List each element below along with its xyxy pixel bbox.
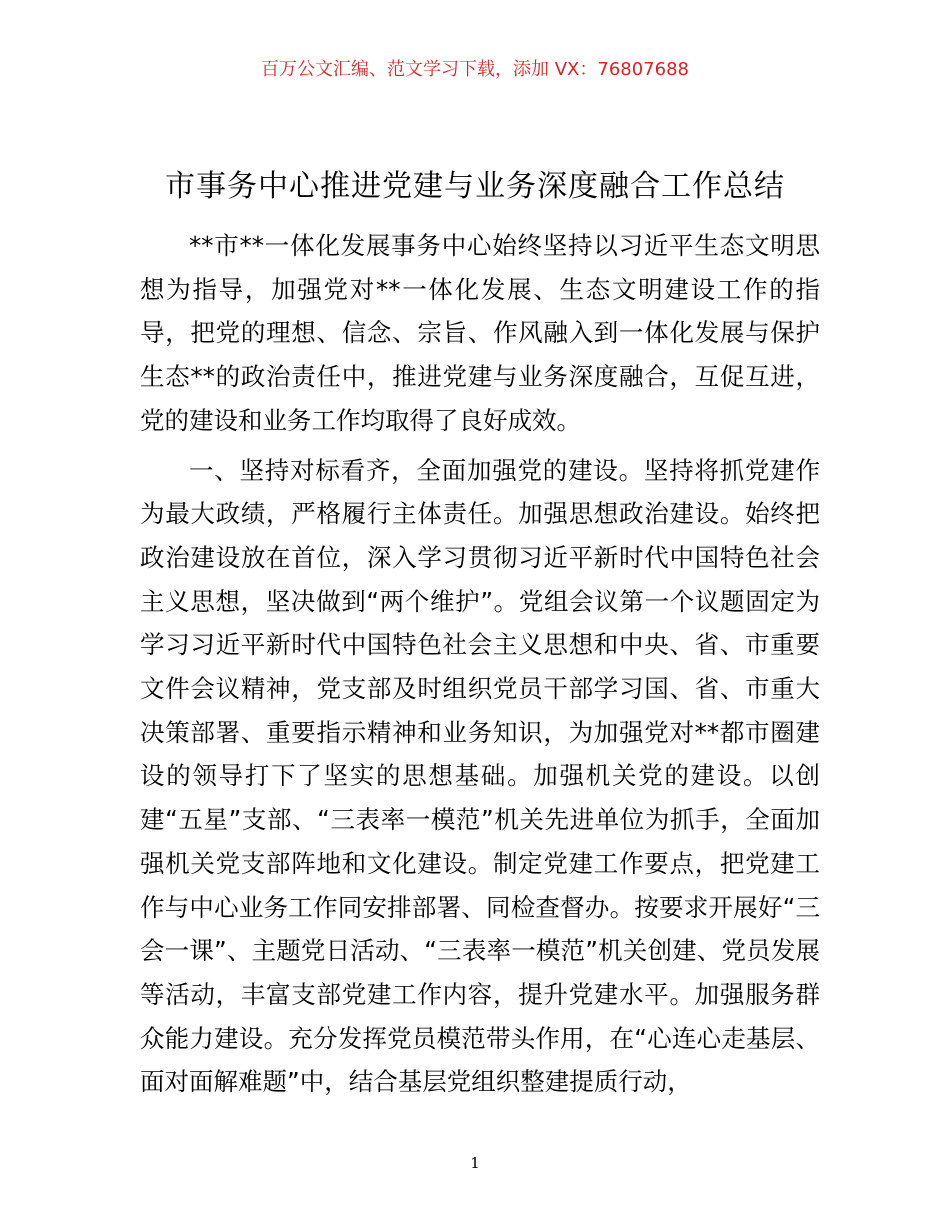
document-title: 市事务中心推进党建与业务深度融合工作总结 [165,169,785,204]
header-watermark: 百万公文汇编、范文学习下载，添加 VX：76807688 [261,59,689,80]
document-body [140,224,820,1104]
paragraph-section-one: 一、坚持对标看齐，全面加强党的建设。坚持将抓党建作为最大政绩，严格履行主体责任。加强思想政治建设。始终把政治建设放在首位，深入学习贯彻习近平新时代中国特色社会主义思想，坚决做到“两个维护”。党组会议第一个议题固定为学习习近平新时代中国特色社会主义思想和中央、省、市重要文件会议精神，党支部及时组织党员干部学习国、省、市重大决策部署、重要指示精神和业务知识，为加强党对**都市圈建设的领导打下了坚实的思想基础。加强机关党的建设。以创建“五星”支部、“三表率一模范”机关先进单位为抓手，全面加强机关党支部阵地和文化建设。制定党建工作要点，把党建工作与中心业务工作同安排部署、同检查督办。按要求开展好“三会一课”、主题党日活动、“三表率一模范”机关创建、党员发展等活动，丰富支部党建工作内容，提升党建水平。加强服务群众能力建设。充分发挥党员模范带头作用，在“心连心走基层、面对面解难题”中，结合基层党组织整建提质行动， [140,455,820,1097]
paragraph-intro: **市**一体化发展事务中心始终坚持以习近平生态文明思想为指导，加强党对**一体化发展、生态文明建设工作的指导，把党的理想、信念、宗旨、作风融入到一体化发展与保护生态**的政治责任中，推进党建与业务深度融合，互促互进，党的建设和业务工作均取得了良好成效。 [140,231,820,435]
page-number: 1 [470,1154,480,1172]
